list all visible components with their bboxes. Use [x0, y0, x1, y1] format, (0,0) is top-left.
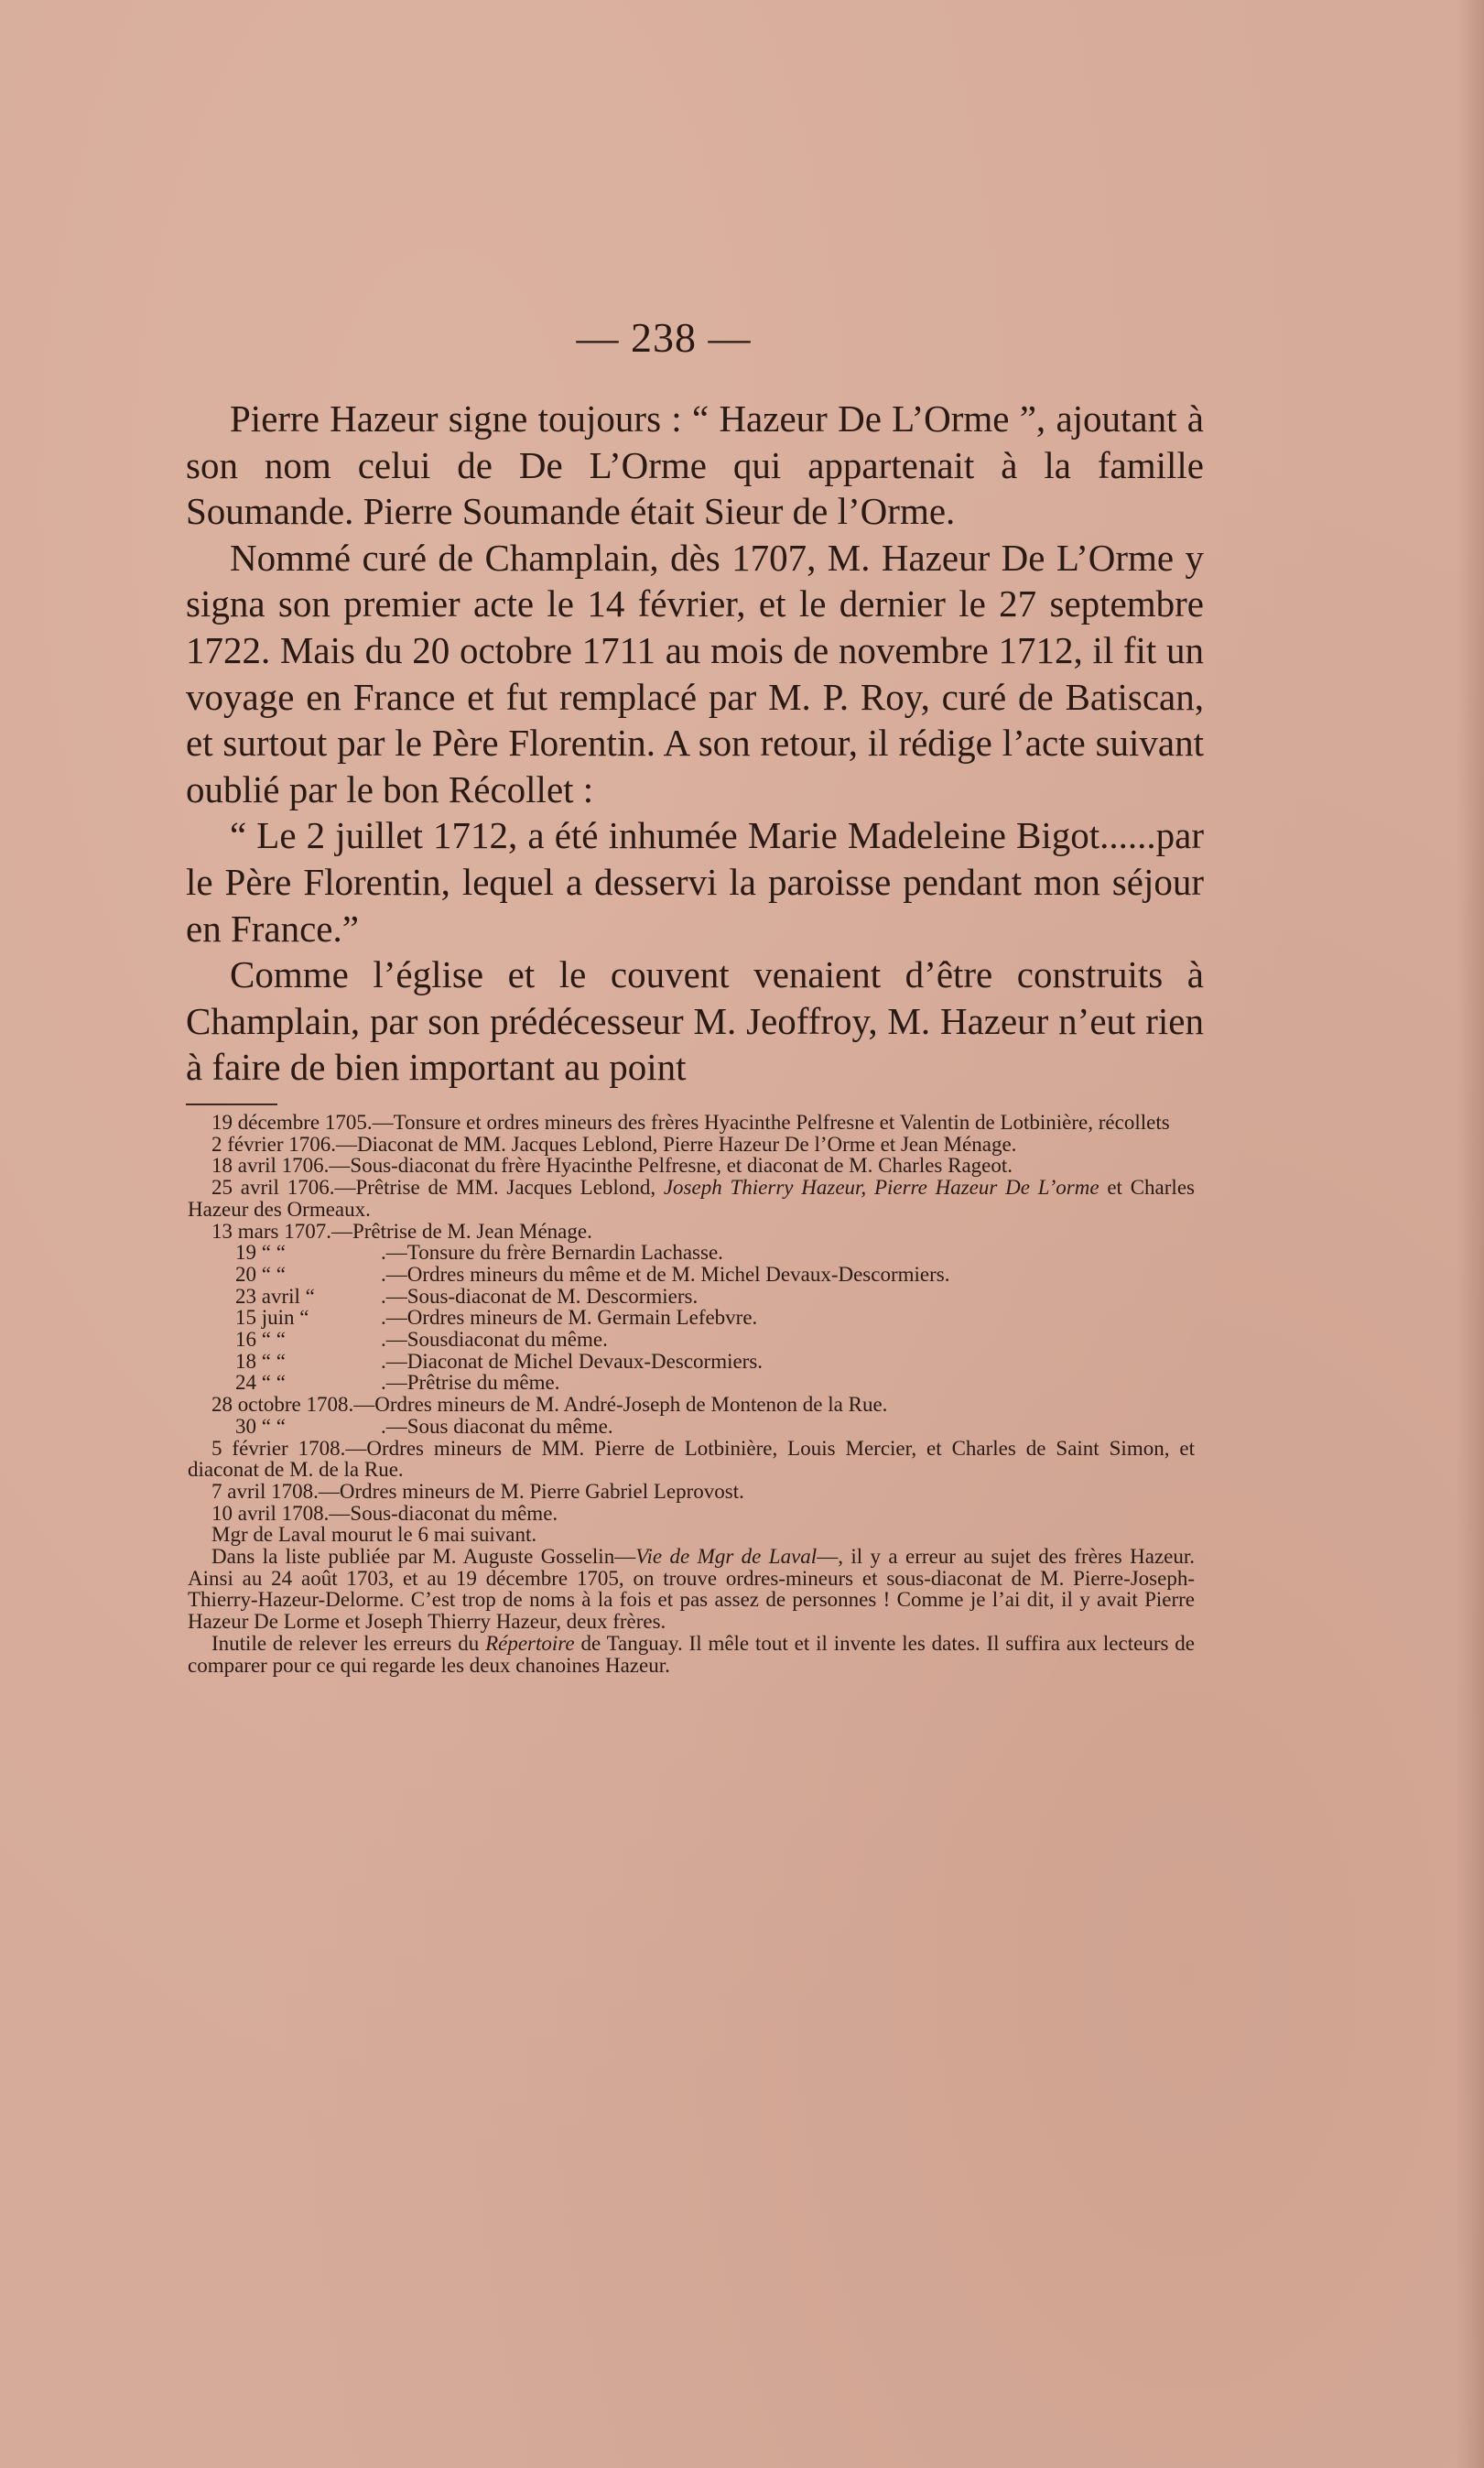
footnote-13-start: Inutile de relever les erreurs du — [211, 1631, 486, 1655]
footnote-12-start: Dans la liste publiée par M. Auguste Gosselin— — [211, 1545, 636, 1569]
list-item-date: 15 juin “ — [235, 1306, 309, 1330]
page-edge-shadow — [1457, 0, 1484, 2468]
list-item — [188, 1329, 1195, 1351]
footnote-12-end: —, il y a erreur au sujet des frères Hazeur. Ainsi au 24 août 1703, et au 19 décembre 1705, on trouve ordres-mineurs et sous-diaconat de M. Pierre-Joseph-Thierry-Hazeur-Delorme. C’est trop de noms à la fois et pas assez de personnes ! Comme je l’ai dit, il y avait Pierre Hazeur De Lorme et Joseph Thierry Hazeur, deux frères. — [188, 1545, 1195, 1634]
list-item-date: 18 “ “ — [235, 1349, 286, 1373]
main-text — [186, 396, 1204, 1091]
list-item-date: 19 “ “ — [235, 1241, 286, 1265]
footnote-13 — [188, 1633, 1195, 1676]
footnote-10: 10 avril 1708.—Sous-diaconat du même. — [211, 1501, 558, 1525]
list-item-text: .—Ordres mineurs du même et de M. Michel Devaux-Descormiers. — [381, 1262, 950, 1286]
footnote-7-date: 30 “ “ — [235, 1414, 286, 1438]
list-item — [188, 1286, 1195, 1308]
list-item-date: 16 “ “ — [235, 1328, 286, 1352]
footnote-6: 28 octobre 1708.—Ordres mineurs de M. André-Joseph de Montenon de la Rue. — [211, 1393, 888, 1417]
list-item-text: .—Diaconat de Michel Devaux-Descormiers. — [381, 1349, 764, 1373]
list-item — [188, 1372, 1195, 1394]
list-item-date: 24 “ “ — [235, 1371, 286, 1395]
list-item — [188, 1307, 1195, 1329]
footnote-8: 5 février 1708.—Ordres mineurs de MM. Pierre de Lotbinière, Louis Mercier, et Charles de Saint Simon, et diaconat de M. de la Rue. — [188, 1436, 1195, 1482]
footnote-12 — [188, 1546, 1195, 1633]
footnote-4-names: Joseph Thierry Hazeur, Pierre Hazeur De L’orme — [663, 1176, 1099, 1200]
footnote-4-start: 25 avril 1706.—Prêtrise de MM. Jacques Leblond, — [211, 1176, 664, 1200]
list-item-text: .—Prêtrise du même. — [381, 1371, 560, 1395]
footnote-2: 2 février 1706.—Diaconat de MM. Jacques Leblond, Pierre Hazeur De l’Orme et Jean Ménage. — [211, 1132, 1017, 1156]
list-item-text: .—Sousdiaconat du même. — [381, 1328, 608, 1352]
footnote-3: 18 avril 1706.—Sous-diaconat du frère Hyacinthe Pelfresne, et diaconat de M. Charles Rageot. — [211, 1154, 1013, 1178]
footnote-4 — [188, 1177, 1195, 1220]
list-item — [188, 1242, 1195, 1264]
footnote-13-end: de Tanguay. Il mêle tout et il invente les dates. Il suffira aux lecteurs de comparer pour ce qui regarde les deux chanoines Hazeur. — [188, 1631, 1195, 1677]
paragraph-4: Comme l’église et le couvent venaient d’être construits à Champlain, par son prédécesseur M. Jeoffroy, M. Hazeur n’eut rien à faire de bien important au point — [186, 953, 1204, 1089]
footnote-5: 13 mars 1707.—Prêtrise de M. Jean Ménage. — [211, 1219, 592, 1243]
paragraph-2: Nommé curé de Champlain, dès 1707, M. Hazeur De L’Orme y signa son premier acte le 14 février, et le dernier le 27 septembre 1722. Mais du 20 octobre 1711 au mois de novembre 1712, il fit un voyage en France et fut remplacé par M. P. Roy, curé de Batiscan, et surtout par le Père Florentin. A son retour, il rédige l’acte suivant oublié par le bon Récollet : — [186, 536, 1204, 810]
footnote-12-title: Vie de Mgr de Laval — [635, 1545, 818, 1569]
footnote-1: 19 décembre 1705.—Tonsure et ordres mineurs des frères Hyacinthe Pelfresne et Valentin de Lotbinière, récollets — [211, 1111, 1170, 1134]
list-item-date: 20 “ “ — [235, 1262, 286, 1286]
list-item-text: .—Sous-diaconat de M. Descormiers. — [381, 1284, 699, 1308]
footnote-7-text: .—Sous diaconat du même. — [381, 1414, 613, 1438]
footnotes — [188, 1112, 1195, 1676]
page-number: — 238 — — [576, 314, 752, 361]
footnote-11: Mgr de Laval mourut le 6 mai suivant. — [211, 1523, 537, 1547]
list-item-date: 23 avril “ — [235, 1284, 315, 1308]
list-item — [188, 1351, 1195, 1373]
footnote-13-title: Répertoire — [485, 1631, 575, 1655]
footnote-4-end: et Charles Hazeur des Ormeaux. — [188, 1176, 1195, 1221]
footnote-9: 7 avril 1708.—Ordres mineurs de M. Pierre Gabriel Leprovost. — [211, 1479, 744, 1503]
paragraph-1: Pierre Hazeur signe toujours : “ Hazeur De L’Orme ”, ajoutant à son nom celui de De L’Orme qui appartenait à la famille Soumande. Pierre Soumande était Sieur de l’Orme. — [186, 397, 1204, 533]
footnote-rule — [186, 1104, 277, 1105]
list-item-text: .—Ordres mineurs de M. Germain Lefebvre. — [381, 1306, 758, 1330]
list-item — [188, 1264, 1195, 1286]
paragraph-3: “ Le 2 juillet 1712, a été inhumée Marie Madeleine Bigot......par le Père Florentin, lequel a desservi la paroisse pendant mon séjour en France.” — [186, 814, 1204, 950]
footnote-7 — [188, 1416, 1195, 1438]
list-item-text: .—Tonsure du frère Bernardin Lachasse. — [381, 1241, 723, 1265]
